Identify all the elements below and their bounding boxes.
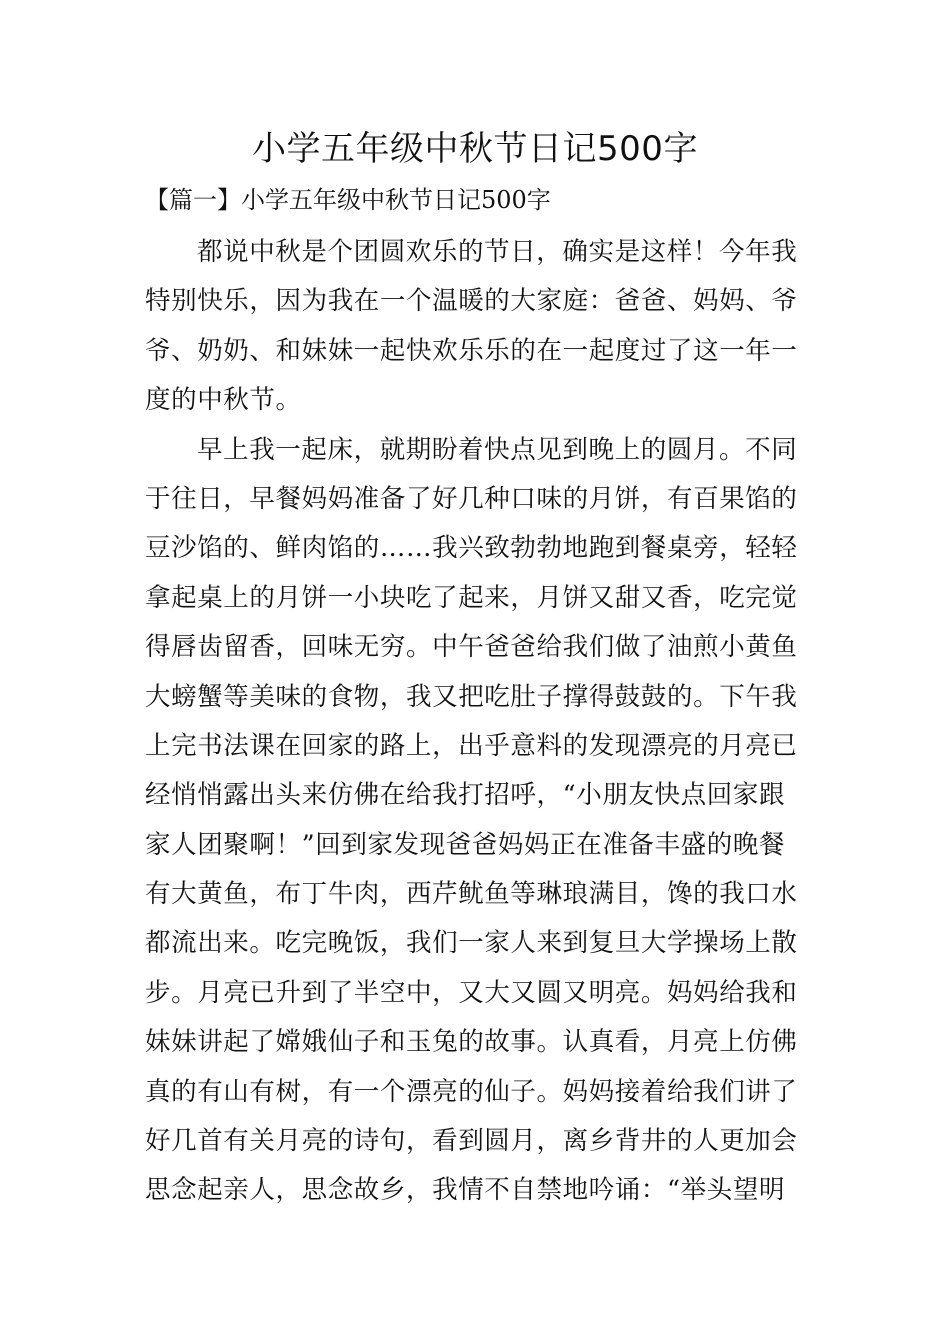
text-line: 家人团聚啊！”回到家发现爸爸妈妈正在准备丰盛的晚餐 — [145, 829, 786, 860]
text-line: 得唇齿留香，回味无穷。中午爸爸给我们做了油煎小黄鱼 — [145, 632, 798, 663]
text-line: 都说中秋是个团圆欢乐的节日，确实是这样！今年我 — [197, 237, 798, 267]
text-line: 妹妹讲起了嫦娥仙子和玉兔的故事。认真看，月亮上仿佛 — [145, 1027, 798, 1058]
text-line: 真的有山有树，有一个漂亮的仙子。妈妈接着给我们讲了 — [145, 1076, 798, 1107]
text-line: 都流出来。吃完晚饭，我们一家人来到复旦大学操场上散 — [145, 928, 798, 959]
text-line: 经悄悄露出头来仿佛在给我打招呼，“小朋友快点回家跟 — [145, 780, 786, 811]
text-line: 于往日，早餐妈妈准备了好几种口味的月饼，有百果馅的 — [145, 483, 798, 514]
text-line: 特别快乐，因为我在一个温暖的大家庭：爸爸、妈妈、爷 — [145, 286, 798, 317]
body-text — [145, 228, 825, 1216]
text-line: 早上我一起床，就期盼着快点见到晚上的圆月。不同 — [197, 434, 798, 465]
text-line: 思念起亲人，思念故乡，我情不自禁地吟诵：“举头望明 — [145, 1175, 786, 1206]
text-line: 拿起桌上的月饼一小块吃了起来，月饼又甜又香，吃完觉 — [145, 582, 798, 613]
text-line: 爷、奶奶、和妹妹一起快欢乐乐的在一起度过了这一年一 — [145, 335, 798, 366]
text-line: 步。月亮已升到了半空中，又大又圆又明亮。妈妈给我和 — [145, 977, 798, 1008]
text-line: 豆沙馅的、鲜肉馅的……我兴致勃勃地跑到餐桌旁，轻轻 — [145, 533, 798, 564]
text-line: 上完书法课在回家的路上，出乎意料的发现漂亮的月亮已 — [145, 730, 798, 761]
paragraph — [145, 426, 825, 1216]
page-title: 小学五年级中秋节日记500字 — [252, 129, 698, 169]
text-line: 大螃蟹等美味的食物，我又把吃肚子撑得鼓鼓的。下午我 — [145, 681, 798, 712]
text-line: 有大黄鱼，布丁牛肉，西芹鱿鱼等琳琅满目，馋的我口水 — [145, 879, 798, 910]
paragraph — [145, 228, 825, 426]
section-heading: 【篇一】小学五年级中秋节日记500字 — [145, 186, 551, 214]
text-line: 好几首有关月亮的诗句，看到圆月，离乡背井的人更加会 — [145, 1126, 798, 1157]
text-line: 度的中秋节。 — [145, 385, 302, 416]
